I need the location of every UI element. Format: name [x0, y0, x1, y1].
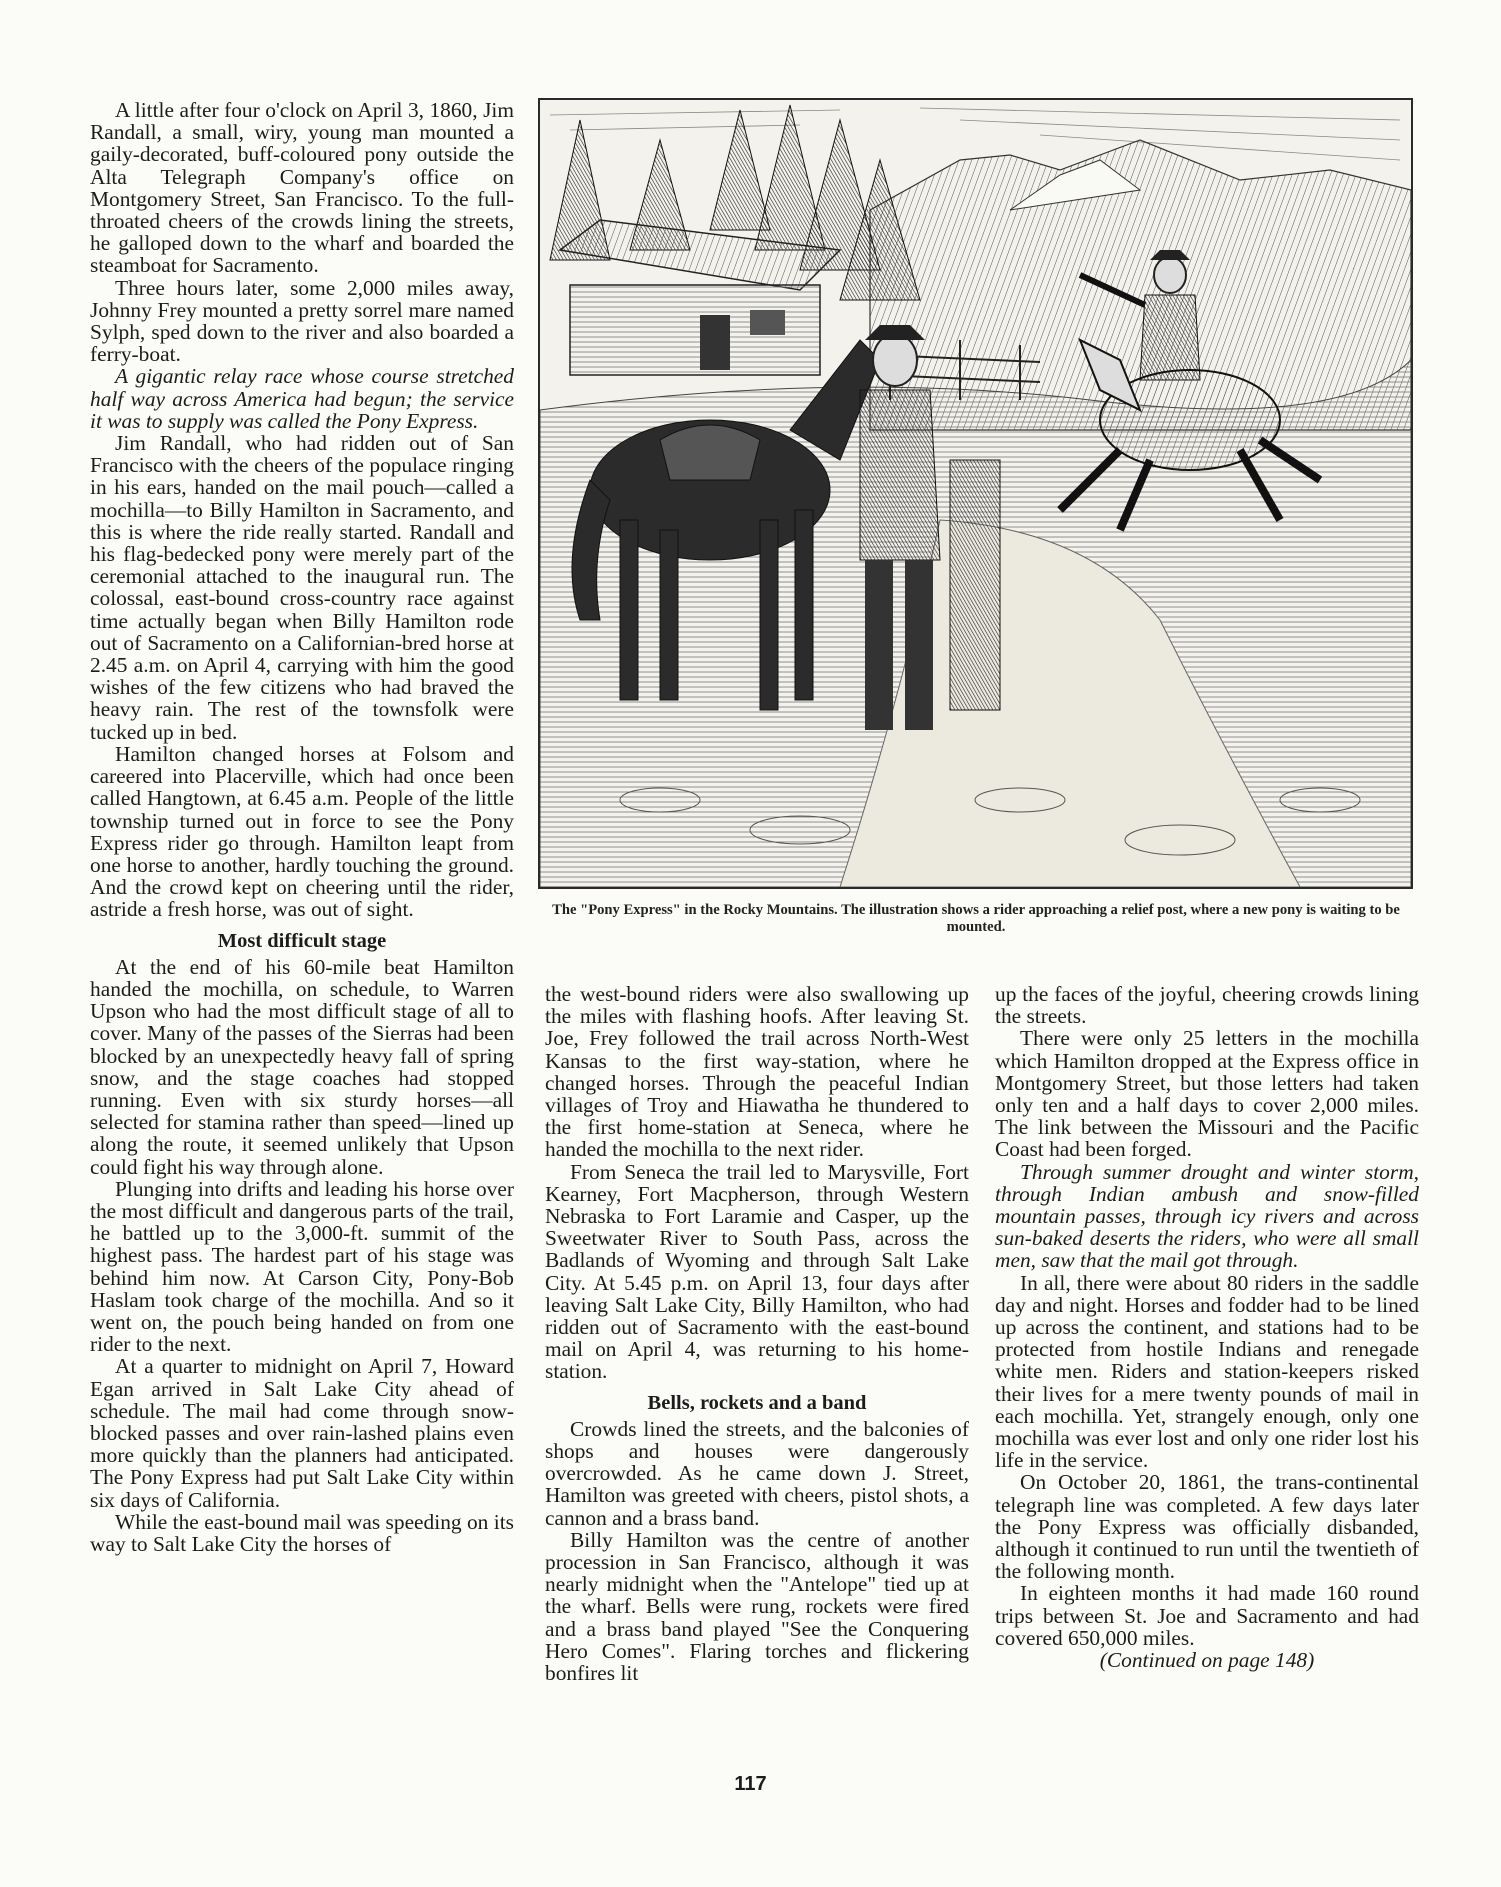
paragraph: In all, there were about 80 riders in the saddle day and night. Horses and fodder had to be lined up across the continent, and stations had to be protected from hostile Indians and renegade white men. Riders and station-keepers risked their lives for a mere twenty pounds of mail in each mochilla. Yet, strangely enough, only one mochilla was ever lost and only one rider lost his life in the service. [995, 1270, 1419, 1473]
paragraph-italic: Through summer drought and winter storm, through Indian ambush and snow-filled mountain passes, through icy rivers and across sun-baked deserts the riders, who were all small men, saw that the mail got through. [995, 1159, 1419, 1273]
paragraph: On October 20, 1861, the trans-continental telegraph line was completed. A few days later the Pony Express was officially disbanded, although it continued to run until the twentieth of the following month. [995, 1470, 1419, 1584]
column-2 [545, 983, 969, 1684]
illustration-pony-express [538, 98, 1413, 889]
page-number: 117 [734, 1773, 767, 1795]
paragraph: Crowds lined the streets, and the balconies of shops and houses were dangerously overcrowded. As he came down J. Street, Hamilton was greeted with cheers, pistol shots, a cannon and a brass band. [545, 1416, 969, 1530]
paragraph: At the end of his 60-mile beat Hamilton handed the mochilla, on schedule, to Warren Upson who had the most difficult stage of all to cover. Many of the passes of the Sierras had been blocked by an unexpectedly heavy fall of spring snow, and the stage coaches had stopped running. Even with six sturdy horses—all selected for stamina rather than speed—lined up along the route, it seemed unlikely that Upson could fight his way through alone. [90, 954, 514, 1179]
relief-post [950, 460, 1000, 710]
continued-note: (Continued on page 148) [1099, 1648, 1315, 1673]
section-heading: Most difficult stage [217, 929, 387, 952]
paragraph: Billy Hamilton was the centre of another procession in San Francisco, although it was nearly midnight when the "Antelope" tied up at the wharf. Bells were rung, rockets were fired and a brass band played "See the Conquering Hero Comes". Flaring torches and flickering bonfires lit [545, 1527, 969, 1686]
column-1 [90, 99, 514, 1555]
paragraph: A little after four o'clock on April 3, 1860, Jim Randall, a small, wiry, young man mounted a gaily-decorated, buff-coloured pony outside the Alta Telegraph Company's office on Montgomery Street, San Francisco. To the full-throated cheers of the crowds lining the streets, he galloped down to the wharf and boarded the steamboat for Sacramento. [90, 98, 514, 278]
paragraph: up the faces of the joyful, cheering crowds lining the streets. [995, 982, 1419, 1029]
engraving-illustration [540, 100, 1411, 887]
paragraph: At a quarter to midnight on April 7, Howard Egan arrived in Salt Lake City ahead of schedule. The mail had come through snow-blocked passes and over rain-lashed plains even more quickly than the planners had anticipated. The Pony Express had put Salt Lake City within six days of California. [90, 1354, 514, 1512]
paragraph: Three hours later, some 2,000 miles away, Johnny Frey mounted a pretty sorrel mare named Sylph, sped down to the river and also boarded a ferry-boat. [90, 275, 514, 367]
paragraph: In eighteen months it had made 160 round trips between St. Joe and Sacramento and had covered 650,000 miles. [995, 1581, 1419, 1650]
paragraph: Plunging into drifts and leading his horse over the most difficult and dangerous parts of the trail, he battled up to the 3,000-ft. summit of the highest pass. The hardest part of his stage was behind him now. At Carson City, Pony-Bob Haslam took charge of the mochilla. And so it went on, the pouch being handed on from one rider to the next. [90, 1176, 514, 1357]
saddle [660, 425, 760, 480]
figure-caption: The "Pony Express" in the Rocky Mountains. The illustration shows a rider approaching a relief post, where a new pony is waiting to be mounted. [552, 902, 1400, 935]
column-3 [995, 983, 1419, 1671]
paragraph: From Seneca the trail led to Marysville, Fort Kearney, Fort Macpherson, through Western Nebraska to Fort Laramie and Casper, up the Sweetwater River to South Pass, across the Badlands of Wyoming and through Salt Lake City. At 5.45 p.m. on April 13, four days after leaving Salt Lake City, Billy Hamilton, who had ridden out of Sacramento with the east-bound mail on April 4, was returning to his home-station. [545, 1159, 969, 1384]
paragraph: There were only 25 letters in the mochilla which Hamilton dropped at the Express office in Montgomery Street, but those letters had taken only ten and a half days to cover 2,000 miles. The link between the Missouri and the Pacific Coast had been forged. [995, 1026, 1419, 1162]
paragraph-italic: A gigantic relay race whose course stretched half way across America had begun; the service it was to supply was called the Pony Express. [90, 364, 514, 433]
paragraph: Jim Randall, who had ridden out of San Francisco with the cheers of the populace ringing in his ears, handed on the mail pouch—called a mochilla—to Billy Hamilton in Sacramento, and this is where the ride really started. Randall and his flag-bedecked pony were merely part of the ceremonial attached to the inaugural run. The colossal, east-bound cross-country race against time actually began when Billy Hamilton rode out of Sacramento on a Californian-bred horse at 2.45 a.m. on April 4, carrying with him the good wishes of the few citizens who had braved the heavy rain. The rest of the townsfolk were tucked up in bed. [90, 431, 514, 744]
paragraph: Hamilton changed horses at Folsom and careered into Placerville, which had once been called Hangtown, at 6.45 a.m. People of the little township turned out in force to see the Pony Express rider go through. Hamilton leapt from one horse to another, hardly touching the ground. And the crowd kept on cheering until the rider, astride a fresh horse, was out of sight. [90, 741, 514, 922]
paragraph: the west-bound riders were also swallowing up the miles with flashing hoofs. After leaving St. Joe, Frey followed the trail across North-West Kansas to the first way-station, where he changed horses. Through the peaceful Indian villages of Troy and Hiawatha he thundered to the first home-station at Seneca, where he handed the mochilla to the next rider. [545, 982, 969, 1162]
paragraph: While the east-bound mail was speeding on its way to Salt Lake City the horses of [90, 1509, 514, 1556]
section-heading: Bells, rockets and a band [647, 1391, 867, 1414]
